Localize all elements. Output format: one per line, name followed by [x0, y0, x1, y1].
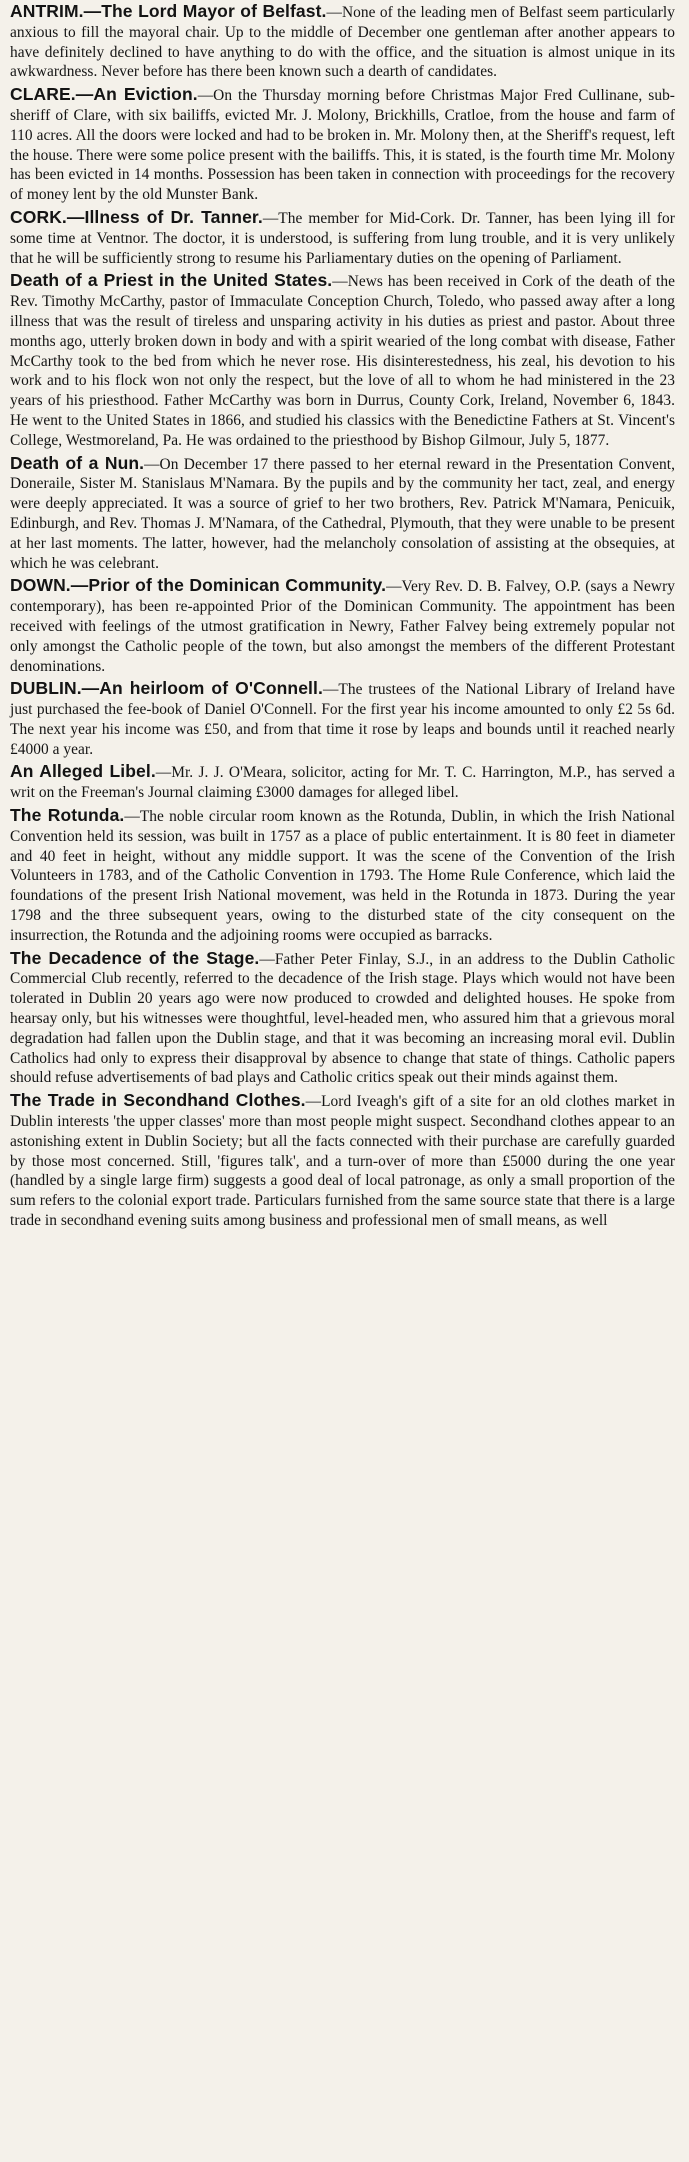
article-body: —On the Thursday morning before Christmas Major Fred Cullinane, sub-sheriff of Clare, with six bailiffs, evicted Mr. J. Molony, Brickhills, Cratloe, from the house and farm of 110 acres. All the doors were locked and had to be broken in. Mr. Molony then, at the Sheriff's request, left the house. There were some police present with the bailiffs. This, it is stated, is the fourth time Mr. Molony has been evicted in 14 months. Possession has been taken in connection with proceedings for the recovery of money lent by the old Munster Bank. — [10, 87, 675, 204]
article-body: —None of the leading men of Belfast seem particularly anxious to fill the mayoral chair. Up to the middle of December one gentleman after another appears to have definitely declined to have anything to do with the office, and the situation is almost unique in its awkwardness. Never before has there been known such a dearth of candidates. — [10, 4, 675, 81]
headline: DUBLIN.—An heirloom of O'Connell. — [10, 678, 323, 699]
article-body: —Lord Iveagh's gift of a site for an old clothes market in Dublin interests 'the upper classes' more than most people might suspect. Secondhand clothes appear to an astonishing extent in Dublin Society; but all the facts connected with their purchase are carefully guarded by those most concerned. Still, 'figures talk', and a turn-over of more than £5000 during the one year (handled by a single large firm) suggests a good deal of local patronage, as only a small proportion of the sum refers to the colonial export trade. Particulars furnished from the same source state that there is a large trade in secondhand evening suits among business and professional men of small means, as well — [10, 1093, 676, 1230]
article-death-of-priest — [10, 271, 675, 450]
headline: An Alleged Libel. — [10, 761, 156, 782]
article-cork — [10, 208, 675, 268]
headline: CLARE.—An Eviction. — [10, 84, 198, 105]
article-body: —The trustees of the National Library of Ireland have just purchased the fee-book of Daniel O'Connell. For the first year his income amounted to only £2 5s 6d. The next year his income was £50, and from that time it rose by leaps and bounds until it reached nearly £4000 a year. — [10, 681, 675, 758]
article-body: —The noble circular room known as the Rotunda, Dublin, in which the Irish National Convention held its session, was built in 1757 as a place of public entertainment. It is 80 feet in diameter and 40 feet in height, without any middle support. It was the scene of the Convention of the Irish Volunteers in 1783, and of the Catholic Convention in 1793. The Home Rule Conference, which laid the foundations of the present Irish National movement, was held in the Rotunda in 1873. During the year 1798 and the three subsequent years, owing to the disturbed state of the city consequent on the insurrection, the Rotunda and the adjoining rooms were occupied as barracks. — [10, 808, 675, 944]
article-body: —The member for Mid-Cork. Dr. Tanner, has been lying ill for some time at Ventnor. The doctor, it is understood, is suffering from lung trouble, and it is very unlikely that he will be sufficiently strong to resume his Parliamentary duties on the opening of Parliament. — [10, 209, 675, 267]
article-body: —News has been received in Cork of the death of the Rev. Timothy McCarthy, pastor of Immaculate Conception Church, Toledo, who passed away after a long illness that was the result of tireless and unsparing activity in his duties as priest and pastor. About three months ago, utterly broken down in body and with a spirit wearied of the long combat with disease, Father McCarthy took to the bed from which he never rose. His disinterestedness, his zeal, his devotion to his work and to his flock won not only the respect, but the love of all to whom he had ministered in the 23 years of his priesthood. Father McCarthy was born in Durrus, County Cork, Ireland, November 6, 1843. He went to the United States in 1866, and studied his classics with the Benedictine Fathers at St. Vincent's College, Westmoreland, Pa. He was ordained to the priesthood by Bishop Gilmour, July 5, 1877. — [10, 273, 676, 449]
headline: The Trade in Secondhand Clothes. — [10, 1090, 306, 1111]
article-alleged-libel — [10, 762, 675, 803]
headline: CORK.—Illness of Dr. Tanner. — [10, 206, 263, 227]
article-body: —Mr. J. J. O'Meara, solicitor, acting for Mr. T. C. Harrington, M.P., has served a writ on the Freeman's Journal claiming £3000 damages for alleged libel. — [10, 764, 675, 802]
headline: The Decadence of the Stage. — [10, 947, 260, 968]
article-rotunda — [10, 806, 675, 946]
headline: Death of a Nun. — [10, 452, 145, 473]
article-body: —Very Rev. D. B. Falvey, O.P. (says a Newry contemporary), has been re-appointed Prior of the Dominican Community. The appointment has been received with feelings of the utmost gratification in Newry, Father Falvey being extremely popular not only amongst the Catholic people of the town, but also amongst the members of the different Protestant denominations. — [10, 578, 676, 675]
headline: ANTRIM.—The Lord Mayor of Belfast. — [10, 1, 327, 21]
headline: Death of a Priest in the United States. — [10, 270, 333, 291]
article-antrim — [10, 2, 675, 82]
article-body: —Father Peter Finlay, S.J., in an address to the Dublin Catholic Commercial Club recently, referred to the decadence of the Irish stage. Plays which would not have been tolerated in Dublin 20 years ago were now produced to crowded and delighted houses. He spoke from hearsay only, but his witnesses were thoughtful, level-headed men, who assured him that a grievous moral degradation had fallen upon the Dublin stage, and that it was becoming an increasing moral evil. Dublin Catholics had only to express their disapproval by absence to change that state of things. Catholic papers should refuse advertisements of bad plays and Catholic critics speak out their minds against them. — [10, 950, 675, 1087]
article-death-of-nun — [10, 454, 675, 574]
headline: The Rotunda. — [10, 805, 125, 826]
article-clare — [10, 85, 675, 205]
article-down — [10, 576, 675, 676]
article-dublin-heirloom — [10, 679, 675, 759]
headline: DOWN.—Prior of the Dominican Community. — [10, 575, 387, 596]
article-secondhand-clothes — [10, 1091, 675, 1231]
article-body: —On December 17 there passed to her eternal reward in the Presentation Convent, Doneraile, Sister M. Stanislaus M'Namara. By the pupils and by the community her tact, zeal, and energy were deeply appreciated. It was a source of grief to her two brothers, Rev. Patrick M'Namara, Penicuik, Edinburgh, and Rev. Thomas J. M'Namara, of the Cathedral, Plymouth, that they were unable to be present at her last moments. The latter, however, had the melancholy consolation of assisting at the obsequies, at which he was celebrant. — [10, 455, 675, 572]
article-decadence-of-stage — [10, 949, 675, 1089]
